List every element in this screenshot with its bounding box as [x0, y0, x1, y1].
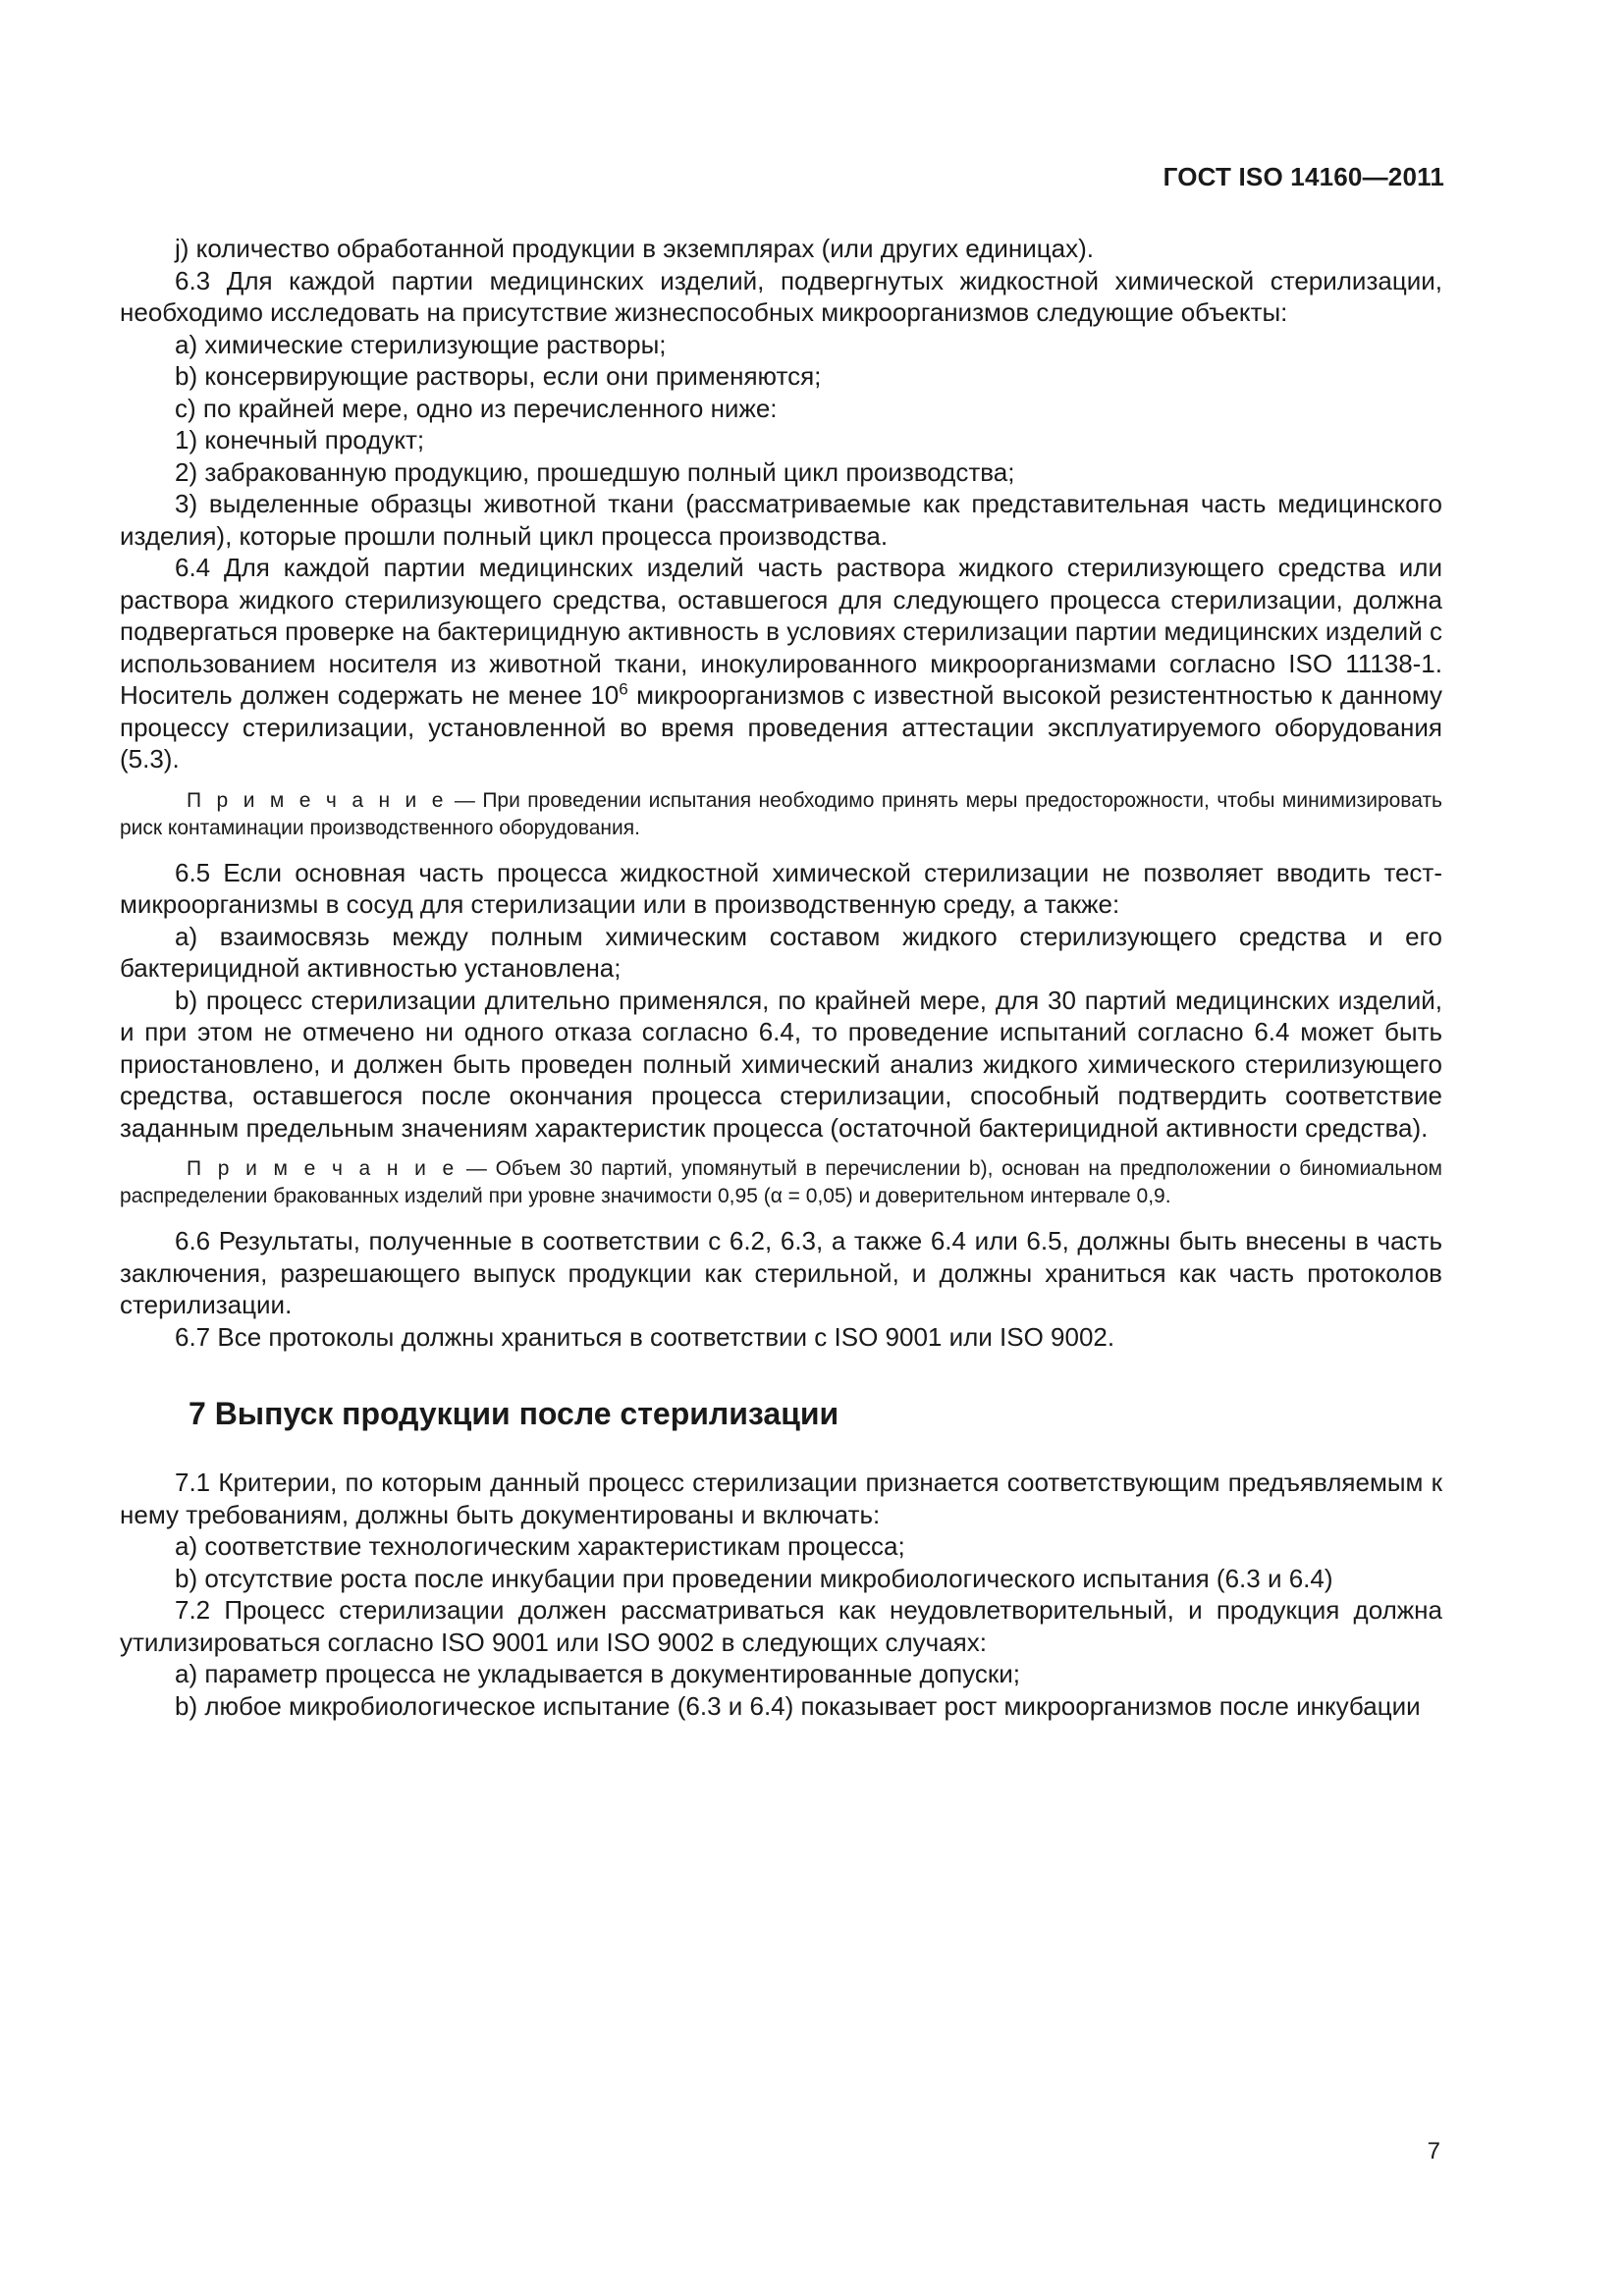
paragraph: [120, 552, 1442, 775]
note-label: П р и м е ч а н и е: [187, 1157, 459, 1180]
paragraph: 6.3 Для каждой партии медицинских изделий, подвергнутых жидкостной химической стерилизации, необходимо исследовать на присутствие жизнеспособных микроорганизмов следующие объекты:: [120, 265, 1442, 327]
paragraph: 6.7 Все протоколы должны храниться в соответствии с ISO 9001 или ISO 9002.: [175, 1321, 1115, 1352]
document-body: [120, 233, 1442, 1722]
document-header: ГОСТ ISO 14160—2011: [1163, 162, 1444, 191]
paragraph: 6.6 Результаты, полученные в соответствии с 6.2, 6.3, а также 6.4 или 6.5, должны быть внесены в часть заключения, разрешающего выпуск продукции как стерильной, и должны храниться как часть протоколов стерилизации.: [120, 1226, 1442, 1319]
paragraph: 7.2 Процесс стерилизации должен рассматриваться как неудовлетворительный, и продукция должна утилизироваться согласно ISO 9001 или ISO 9002 в следующих случаях:: [120, 1595, 1442, 1657]
list-item: a) взаимосвязь между полным химическим составом жидкого стерилизующего средства и его бактерицидной активностью установлена;: [120, 921, 1442, 983]
list-item: a) соответствие технологическим характеристикам процесса;: [175, 1531, 905, 1561]
page-number: 7: [1427, 2138, 1440, 2164]
note-label: П р и м е ч а н и е: [187, 788, 448, 812]
paragraph: 6.5 Если основная часть процесса жидкостной химической стерилизации не позволяет вводить тест-микроорганизмы в сосуд для стерилизации или в производственную среду, а также:: [120, 857, 1442, 919]
paragraph: 7.1 Критерии, по которым данный процесс стерилизации признается соответствующим предъявляемым к нему требованиям, должны быть документированы и включать:: [120, 1468, 1442, 1529]
paragraph-text: микроорганизмов с известной высокой резистентностью к данному процессу стерилизации, установленной во время проведения аттестации эксплуатируемого оборудования (5.3).: [120, 680, 1442, 774]
note-text: — Объем 30 партий, упомянутый в перечислении b), основан на предположении о биномиальном распределении бракованных изделий при уровне значимости 0,95 (α = 0,05) и доверительном интервале 0,9.: [120, 1157, 1442, 1207]
list-item: c) по крайней мере, одно из перечисленного ниже:: [175, 393, 778, 423]
list-item: b) процесс стерилизации длительно применялся, по крайней мере, для 30 партий медицинских изделий, и при этом не отмечено ни одного отказа согласно 6.4, то проведение испытаний согласно 6.4 может быть приостановлено, и должен быть проведен полный химический анализ жидкого химического стерилизующего средства, оставшегося после окончания процесса стерилизации, способный подтвердить соответствие заданным предельным значениям характеристик процесса (остаточной бактерицидной активности средства).: [120, 985, 1442, 1143]
list-item: b) отсутствие роста после инкубации при проведении микробиологического испытания (6.3 и 6.4): [175, 1563, 1333, 1593]
list-item: b) консервирующие растворы, если они применяются;: [175, 361, 822, 391]
note: [120, 787, 1442, 842]
paragraph-text: 6.4 Для каждой партии медицинских изделий часть раствора жидкого стерилизующего средства или раствора жидкого стерилизующего средства, оставшегося для следующего процесса стерилизации, должна подвергаться проверке на бактерицидную активность в условиях стерилизации партии медицинских изделий с использованием носителя из животной ткани, инокулированного микроорганизмами согласно ISO 11138-1. Носитель должен содержать не менее 10: [120, 553, 1442, 710]
note: [120, 1155, 1442, 1210]
note-text: — При проведении испытания необходимо принять меры предосторожности, чтобы минимизировать риск контаминации производственного оборудования.: [120, 788, 1442, 839]
list-item: 1) конечный продукт;: [175, 425, 425, 454]
list-item: b) любое микробиологическое испытание (6.3 и 6.4) показывает рост микроорганизмов после инкубации: [175, 1690, 1421, 1721]
superscript: 6: [619, 679, 628, 699]
paragraph: j) количество обработанной продукции в экземплярах (или других единицах).: [175, 234, 1094, 263]
list-item: a) химические стерилизующие растворы;: [175, 329, 667, 359]
section-heading: 7 Выпуск продукции после стерилизации: [189, 1396, 839, 1431]
list-item: 3) выделенные образцы животной ткани (рассматриваемые как представительная часть медицинского изделия), которые прошли полный цикл процесса производства.: [120, 489, 1442, 551]
list-item: a) параметр процесса не укладывается в документированные допуски;: [175, 1659, 1020, 1688]
list-item: 2) забракованную продукцию, прошедшую полный цикл производства;: [175, 456, 1015, 487]
